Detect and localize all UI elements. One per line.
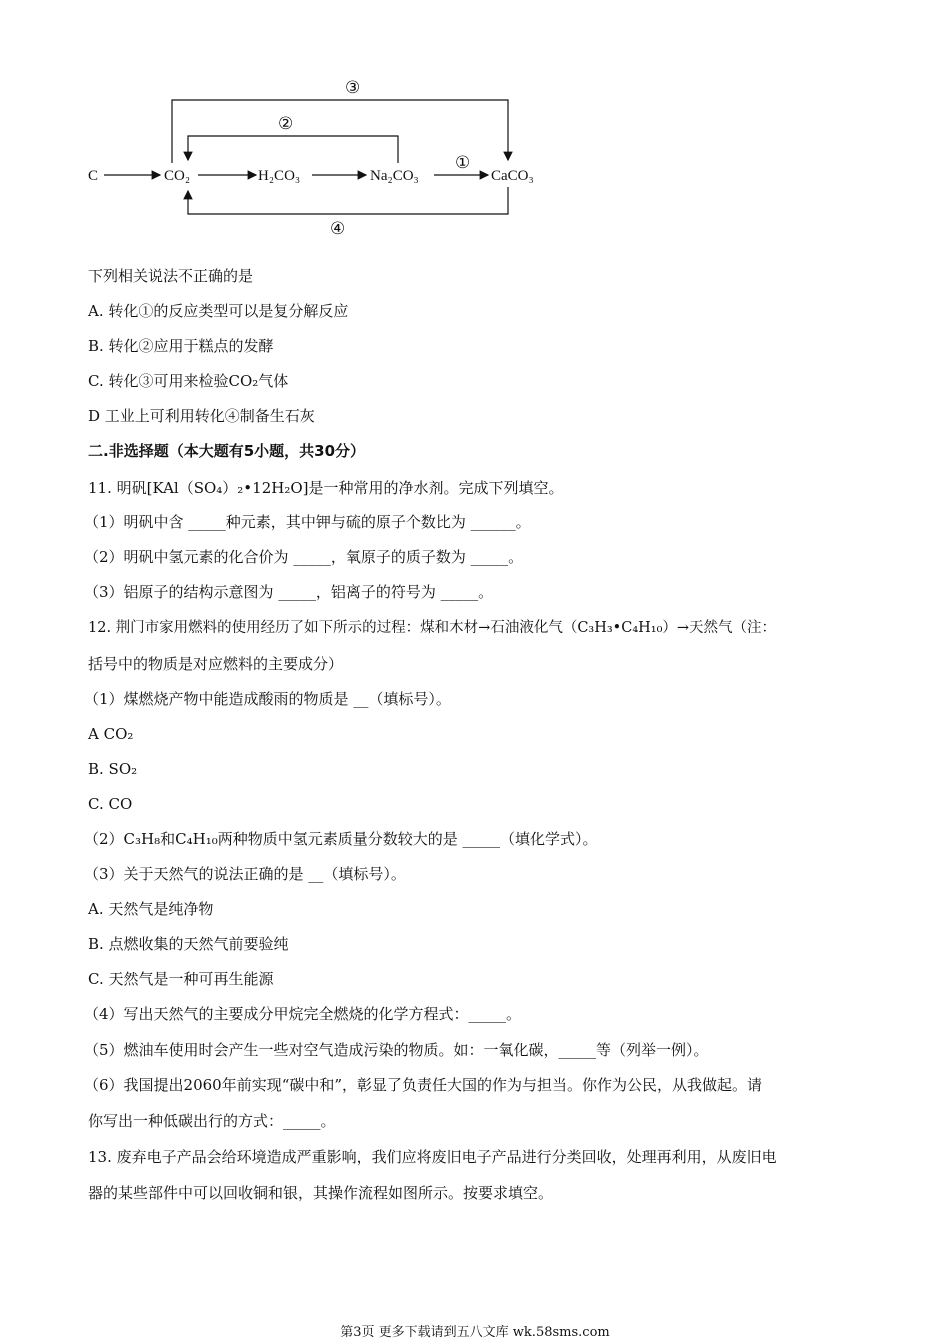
q11-part1: （1）明矾中含 _____种元素，其中钾与硫的原子个数比为 ______。 bbox=[84, 513, 531, 531]
q12-part6-cont: 你写出一种低碳出行的方式：_____。 bbox=[88, 1112, 336, 1130]
node-h2co3: H₂CO₃ bbox=[258, 168, 301, 184]
section-heading: 二.非选择题（本大题有5小题，共30分） bbox=[88, 442, 366, 460]
arrow-r4-caco3-to-co2 bbox=[188, 187, 508, 214]
label-r1: ① bbox=[455, 153, 471, 172]
option-a: A. 转化①的反应类型可以是复分解反应 bbox=[88, 302, 349, 320]
node-co2: CO₂ bbox=[164, 168, 191, 184]
q12-stem: 12. 荆门市家用燃料的使用经历了如下所示的过程：煤和木材→石油液化气（C₃H₃•C₄H₁₀）→天然气（注： bbox=[88, 620, 777, 636]
label-r4: ④ bbox=[330, 219, 346, 238]
node-na2co3: Na₂CO₃ bbox=[370, 168, 419, 184]
q11-stem: 11. 明矾[KAl（SO₄）₂•12H₂O]是一种常用的净水剂。完成下列填空。 bbox=[88, 479, 564, 497]
question-stem: 下列相关说法不正确的是 bbox=[88, 267, 254, 285]
q11-part3: （3）铝原子的结构示意图为 _____，铝离子的符号为 _____。 bbox=[84, 583, 494, 601]
q12-p1-option-b: B. SO₂ bbox=[88, 760, 138, 778]
q11-part2: （2）明矾中氢元素的化合价为 _____，氧原子的质子数为 _____。 bbox=[84, 548, 524, 566]
q12-part1: （1）煤燃烧产物中能造成酸雨的物质是 __（填标号）。 bbox=[84, 690, 451, 708]
node-caco3: CaCO₃ bbox=[491, 168, 534, 184]
node-c: C bbox=[88, 168, 99, 184]
q12-p3-option-b: B. 点燃收集的天然气前要验纯 bbox=[88, 935, 289, 953]
reaction-diagram bbox=[80, 70, 560, 245]
q12-part4: （4）写出天然气的主要成分甲烷完全燃烧的化学方程式：_____。 bbox=[84, 1005, 522, 1023]
option-b: B. 转化②应用于糕点的发酵 bbox=[88, 337, 274, 355]
q12-part5: （5）燃油车使用时会产生一些对空气造成污染的物质。如：一氧化碳，_____等（列举一例）。 bbox=[84, 1041, 709, 1059]
q12-stem-cont: 括号中的物质是对应燃料的主要成分） bbox=[88, 655, 344, 673]
q12-p3-option-a: A. 天然气是纯净物 bbox=[88, 900, 214, 918]
option-d: D 工业上可利用转化④制备生石灰 bbox=[88, 407, 315, 425]
page-footer: 第3页 更多下载请到五八文库 wk.58sms.com bbox=[340, 1325, 610, 1340]
q12-part3: （3）关于天然气的说法正确的是 __（填标号）。 bbox=[84, 865, 406, 883]
q13-stem-cont: 器的某些部件中可以回收铜和银，其操作流程如图所示。按要求填空。 bbox=[88, 1184, 554, 1202]
q12-p1-option-a: A CO₂ bbox=[88, 725, 134, 743]
arrow-r2-na2co3-to-co2 bbox=[188, 136, 398, 163]
option-c: C. 转化③可用来检验CO₂气体 bbox=[88, 372, 289, 390]
label-r3: ③ bbox=[345, 78, 361, 97]
q13-stem: 13. 废弃电子产品会给环境造成严重影响，我们应将废旧电子产品进行分类回收，处理再利用，从废旧电 bbox=[88, 1148, 777, 1166]
q12-part6: （6）我国提出2060年前实现“碳中和”，彰显了负责任大国的作为与担当。你作为公民，从我做起。请 bbox=[84, 1076, 763, 1094]
q12-p1-option-c: C. CO bbox=[88, 795, 133, 813]
reaction-diagram-svg bbox=[80, 70, 560, 245]
label-r2: ② bbox=[278, 114, 294, 133]
q12-part2: （2）C₃H₈和C₄H₁₀两种物质中氢元素质量分数较大的是 _____（填化学式）。 bbox=[84, 830, 598, 848]
q12-p3-option-c: C. 天然气是一种可再生能源 bbox=[88, 970, 274, 988]
